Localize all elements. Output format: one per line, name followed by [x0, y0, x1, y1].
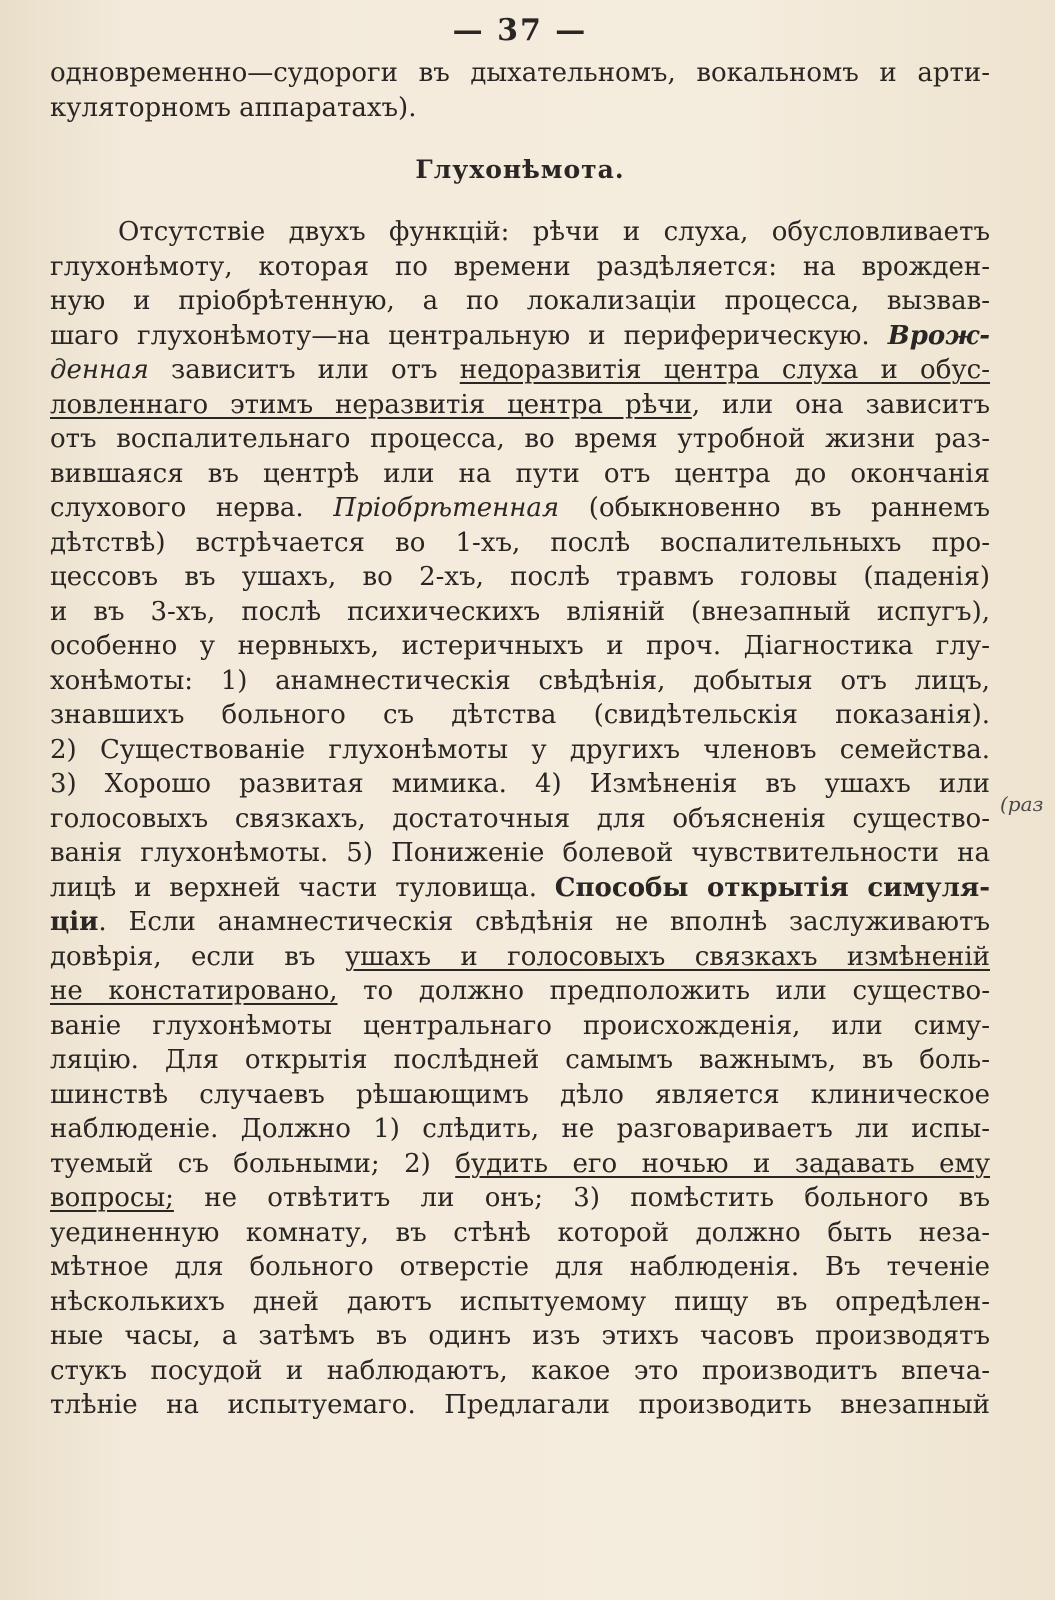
text-run: . Если анамнестическія свѣдѣнія не вполнѣ заслуживаютъ — [98, 907, 990, 937]
text-line — [50, 940, 990, 975]
text-line: куляторномъ аппаратахъ). — [50, 92, 417, 123]
text-line: и въ 3-хъ, послѣ психическихъ вліяній (внезапный испугъ), — [50, 596, 990, 627]
text-run: шаго глухонѣмоту—на центральную и периферическую. — [50, 320, 888, 351]
italic-term: денная — [50, 355, 149, 385]
page-content — [50, 0, 990, 1423]
text-line: нѣсколькихъ дней даютъ испытуемому пищу въ опредѣлен- — [50, 1286, 990, 1317]
text-line: дѣтствѣ) встрѣчается во 1-хъ, послѣ воспалительныхъ про- — [50, 527, 990, 558]
text-line — [50, 1147, 990, 1182]
text-line: цессовъ въ ушахъ, во 2-хъ, послѣ травмъ головы (паденія) — [50, 562, 990, 592]
text-line: 2) Существованіе глухонѣмоты у другихъ членовъ семейства. — [50, 734, 990, 765]
text-run: то должно предположить или существо- — [337, 976, 990, 1006]
text-line: ляцію. Для открытія послѣдней самымъ важнымъ, въ боль- — [50, 1045, 990, 1075]
underlined-text: недоразвитія центра слуха и обус- — [459, 355, 990, 385]
underlined-text: ушахъ и голосовыхъ связкахъ измѣненій — [344, 941, 990, 972]
text-line: уединенную комнату, въ стѣнѣ которой должно быть неза- — [50, 1217, 990, 1248]
text-line: Отсутствіе двухъ функцій: рѣчи и слуха, обусловливаетъ — [118, 217, 990, 247]
section-heading: Глухонѣмота. — [415, 155, 625, 184]
text-line: шинствѣ случаевъ рѣшающимъ дѣло является клиническое — [50, 1079, 990, 1110]
text-line — [50, 319, 990, 354]
margin-note: (раз — [1000, 792, 1044, 816]
text-line — [50, 871, 990, 906]
underlined-text: не констатировано, — [50, 976, 338, 1006]
text-line: отъ воспалительнаго процесса, во время утробной жизни раз- — [50, 424, 990, 454]
text-line: знавшихъ больного съ дѣтства (свидѣтельскія показанія). — [50, 700, 990, 730]
italic-term: Врож- — [887, 320, 990, 351]
text-run: лицѣ и верхней части туловища. — [50, 872, 555, 903]
text-line — [50, 353, 990, 388]
text-line — [50, 1181, 990, 1216]
underlined-text: ловленнаго этимъ неразвитія центра рѣчи — [50, 389, 692, 420]
text-run: не отвѣтитъ ли онъ; 3) помѣстить больного въ — [173, 1183, 990, 1213]
text-line: ванія глухонѣмоты. 5) Пониженіе болевой чувствительности на — [50, 838, 990, 868]
text-run: (обыкновенно въ раннемъ — [559, 493, 990, 523]
underlined-text: вопросы; — [50, 1183, 174, 1213]
bold-term: Способы открытія симуля- — [554, 872, 990, 903]
text-line: глухонѣмоту, которая по времени раздѣляется: на врожден- — [50, 251, 990, 282]
italic-term: Пріобрѣтенная — [333, 493, 560, 523]
text-line — [50, 974, 990, 1009]
text-run: туемый съ больными; 2) — [50, 1148, 456, 1179]
text-line: наблюденіе. Должно 1) слѣдить, не разговариваетъ ли испы- — [50, 1114, 990, 1144]
text-run: , или она зависитъ — [691, 389, 990, 420]
text-line — [50, 905, 990, 940]
text-line — [50, 491, 990, 526]
text-line: ную и пріобрѣтенную, а по локализаціи процесса, вызвав- — [50, 286, 990, 316]
text-line: стукъ посудой и наблюдаютъ, какое это производитъ впеча- — [50, 1355, 990, 1386]
page-number: — 37 — — [452, 13, 588, 48]
text-line: голосовыхъ связкахъ, достаточныя для объясненія существо- — [50, 803, 990, 834]
text-run: слухового нерва. — [50, 493, 334, 523]
bold-term: ціи — [50, 907, 99, 937]
text-line: хонѣмоты: 1) анамнестическія свѣдѣнія, добытыя отъ лицъ, — [50, 665, 990, 696]
text-line: одновременно—судороги въ дыхательномъ, вокальномъ и арти- — [50, 58, 990, 88]
text-line: ваніе глухонѣмоты центральнаго происхожденія, или симу- — [50, 1010, 990, 1041]
text-line: 3) Хорошо развитая мимика. 4) Измѣненія въ ушахъ или — [50, 769, 990, 799]
text-line: тлѣніе на испытуемаго. Предлагали производить внезапный — [50, 1390, 990, 1420]
text-line: ные часы, а затѣмъ въ одинъ изъ этихъ часовъ производятъ — [50, 1321, 990, 1351]
text-line — [50, 388, 990, 423]
underlined-text: будить его ночью и задавать ему — [455, 1148, 990, 1179]
text-line: вившаяся въ центрѣ или на пути отъ центра до окончанія — [50, 458, 990, 489]
text-line: особенно у нервныхъ, истеричныхъ и проч. Діагностика глу- — [50, 631, 990, 661]
text-run: зависитъ или отъ — [148, 355, 460, 385]
text-line: мѣтное для больного отверстіе для наблюденія. Въ теченіе — [50, 1252, 990, 1282]
text-run: довѣрія, если въ — [50, 941, 345, 972]
